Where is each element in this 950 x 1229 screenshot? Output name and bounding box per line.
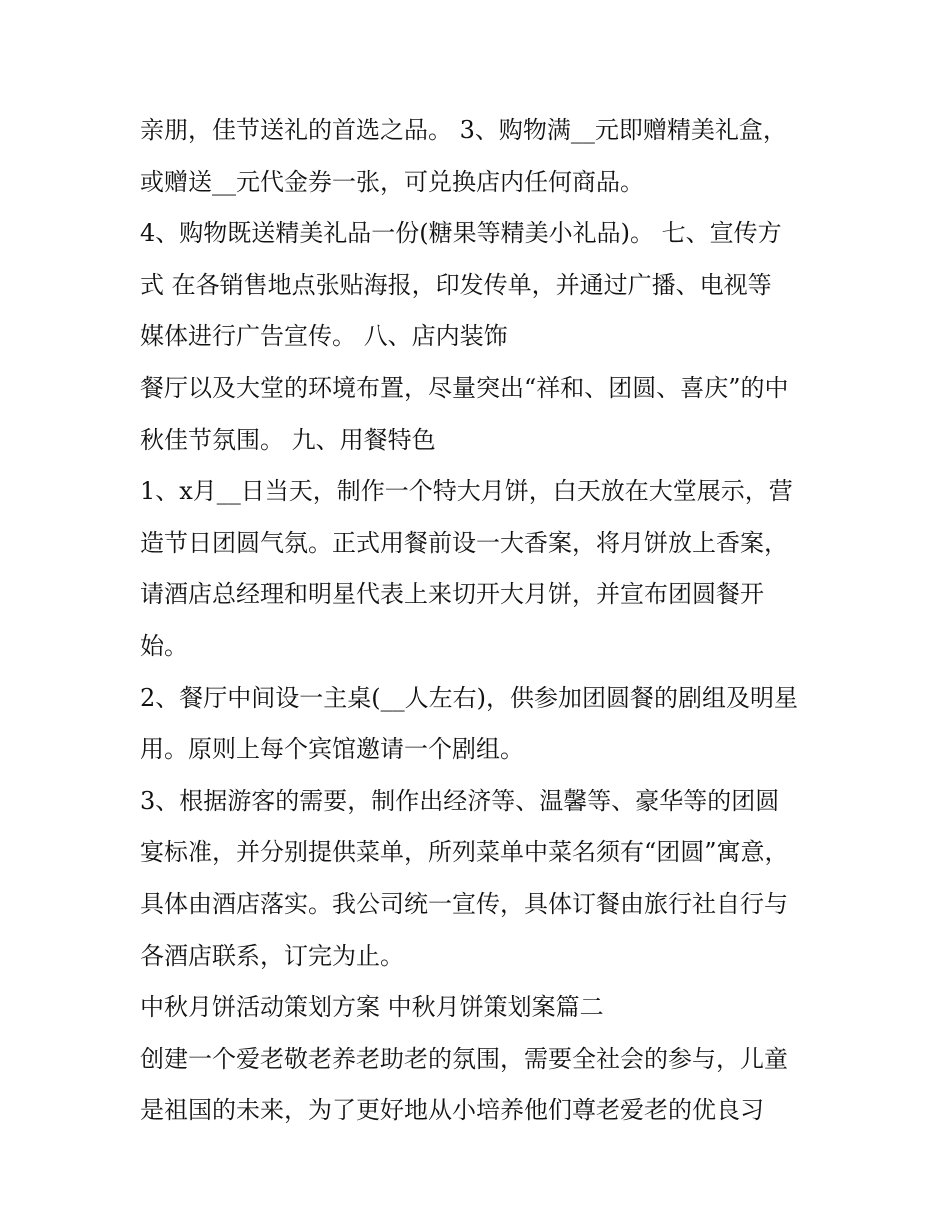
text-line: 始。: [140, 631, 188, 660]
text-line: 餐厅以及大堂的环境布置，尽量突出“祥和、团圆、喜庆”的中: [140, 373, 789, 402]
text-line: 是祖国的未来，为了更好地从小培养他们尊老爱老的优良习: [140, 1096, 764, 1125]
text-line: 媒体进行广告宣传。 八、店内装饰: [140, 322, 508, 351]
document-body: [140, 105, 820, 1137]
text-line: 亲朋，佳节送礼的首选之品。 3、购物满__元即赠精美礼盒，: [140, 116, 787, 144]
text-line: 或赠送__元代金券一张，可兑换店内任何商品。: [140, 167, 644, 196]
text-line: 3、根据游客的需要，制作出经济等、温馨等、豪华等的团圆: [140, 786, 780, 815]
text-line: 各酒店联系，订完为止。: [140, 941, 404, 970]
text-line: 具体由酒店落实。我公司统一宣传，具体订餐由旅行社自行与: [140, 889, 788, 918]
text-line: 4、购物既送精美礼品一份(糖果等精美小礼品)。 七、宣传方: [140, 219, 782, 248]
text-line: 用。原则上每个宾馆邀请一个剧组。: [140, 735, 524, 764]
text-line: 式 在各销售地点张贴海报，印发传单，并通过广播、电视等: [140, 270, 772, 299]
text-line: 创建一个爱老敬老养老助老的氛围，需要全社会的参与，儿童: [140, 1044, 788, 1073]
text-line: 2、餐厅中间设一主桌(__人左右)，供参加团圆餐的剧组及明星: [140, 683, 798, 712]
section-heading: 中秋月饼活动策划方案 中秋月饼策划案篇二: [140, 993, 604, 1022]
text-line: 秋佳节氛围。 九、用餐特色: [140, 425, 436, 454]
text-line: 造节日团圆气氛。正式用餐前设一大香案，将月饼放上香案，: [140, 528, 788, 557]
text-line: 宴标准，并分别提供菜单，所列菜单中菜名须有“团圆”寓意，: [140, 838, 789, 867]
text-line: 请酒店总经理和明星代表上来切开大月饼，并宣布团圆餐开: [140, 580, 764, 609]
text-line: 1、x月__日当天，制作一个特大月饼，白天放在大堂展示，营: [140, 477, 793, 506]
